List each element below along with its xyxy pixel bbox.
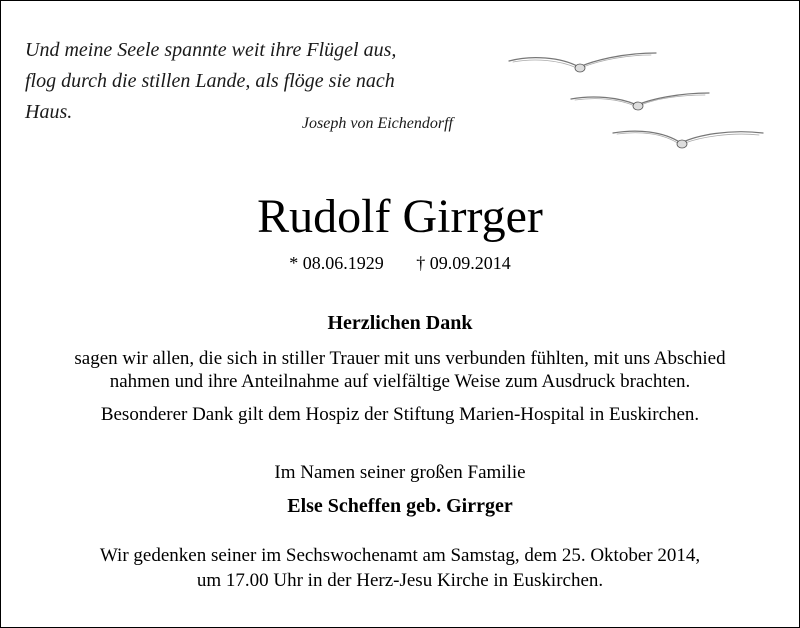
family-intro: Im Namen seiner großen Familie — [274, 462, 526, 483]
quote-author: Joseph von Eichendorff — [301, 115, 453, 132]
quote-line: Und meine Seele spannte weit ihre Flügel aus, — [25, 39, 397, 61]
special-thanks: Besonderer Dank gilt dem Hospiz der Stiftung Marien-Hospital in Euskirchen. — [100, 404, 700, 425]
quote-line: Haus. — [25, 101, 73, 123]
birth-date: * 08.06.1929 — [289, 253, 384, 273]
quote-line: flog durch die stillen Lande, als flöge sie nach — [25, 70, 395, 92]
memorial-line: Wir gedenken seiner im Sechswochenamt am Samstag, dem 25. Oktober 2014, — [99, 545, 701, 566]
memorial-line: um 17.00 Uhr in der Herz-Jesu Kirche in Euskirchen. — [196, 570, 604, 591]
life-dates — [1, 253, 799, 274]
deceased-name: Rudolf Girrger — [257, 190, 543, 243]
flying-birds-icon — [501, 41, 781, 161]
thanks-heading: Herzlichen Dank — [327, 312, 473, 334]
thanks-text — [1, 347, 799, 393]
thanks-line: sagen wir allen, die sich in stiller Trauer mit uns verbunden fühlten, mit uns Abschied — [74, 348, 726, 369]
death-date: † 09.09.2014 — [416, 253, 511, 273]
thanks-line: nahmen und ihre Anteilnahme auf vielfältige Weise zum Ausdruck brachten. — [109, 371, 691, 392]
memorial-service — [1, 543, 799, 593]
signer-name: Else Scheffen geb. Girrger — [287, 495, 513, 517]
